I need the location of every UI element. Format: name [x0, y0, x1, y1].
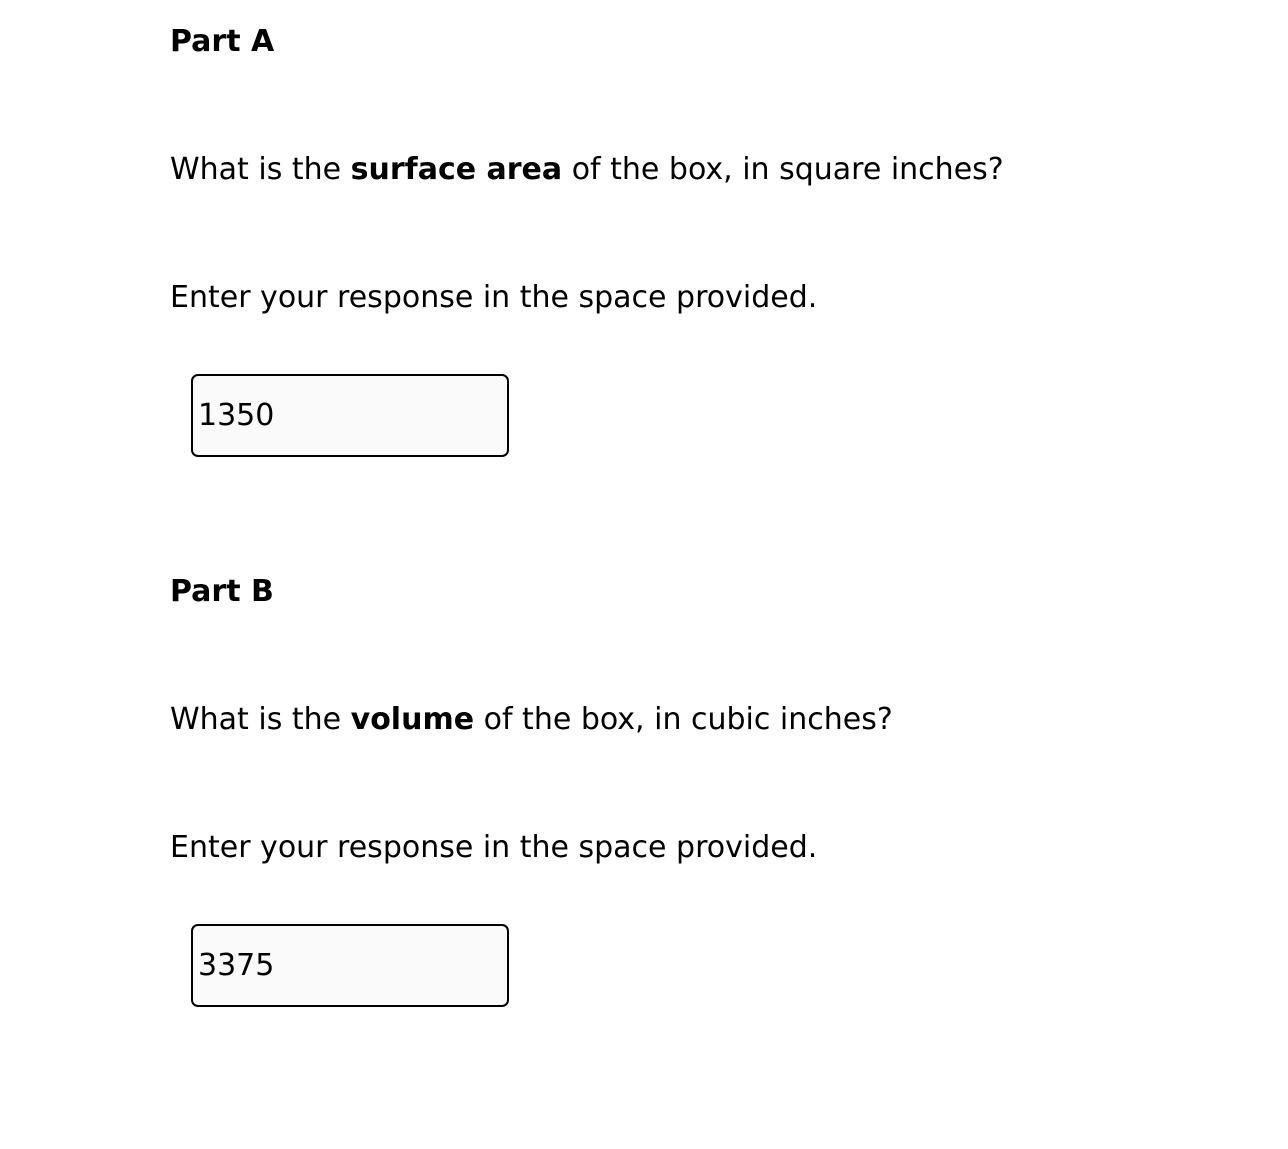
part-a-question-prefix: What is the [170, 152, 351, 187]
part-a-question [170, 150, 1170, 190]
part-a-question-suffix: of the box, in square inches? [562, 152, 1004, 187]
part-b-heading: Part B [170, 574, 274, 609]
part-b-section [170, 572, 1170, 1007]
part-a-answer-input[interactable] [191, 374, 509, 457]
part-b-answer-input[interactable] [191, 924, 509, 1007]
part-b-question [170, 700, 1170, 740]
part-a-section [170, 22, 1170, 457]
part-a-instruction: Enter your response in the space provided. [170, 280, 818, 315]
part-b-instruction: Enter your response in the space provided. [170, 830, 818, 865]
part-b-question-emphasis: volume [350, 702, 475, 737]
part-b-question-suffix: of the box, in cubic inches? [474, 702, 893, 737]
part-a-question-emphasis: surface area [350, 152, 563, 187]
part-b-question-prefix: What is the [170, 702, 351, 737]
part-a-heading: Part A [170, 24, 275, 59]
